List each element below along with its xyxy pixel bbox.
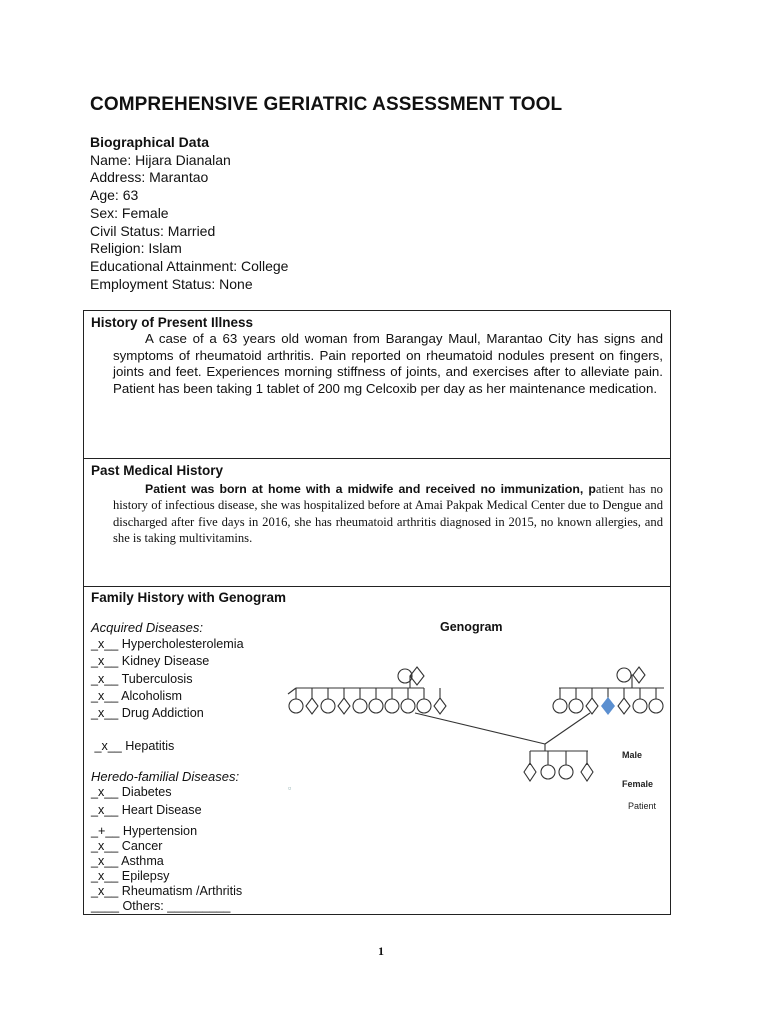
document-title: COMPREHENSIVE GERIATRIC ASSESSMENT TOOL [90, 94, 563, 115]
right-sibling-male [569, 699, 583, 713]
family-history-box [83, 586, 671, 915]
bio-education: Educational Attainment: College [90, 257, 289, 274]
pmh-text [113, 481, 663, 547]
bio-civil-status: Civil Status: Married [90, 222, 216, 239]
right-father-symbol [617, 668, 631, 682]
pmh-title: Past Medical History [91, 463, 224, 478]
history-present-illness-box [83, 310, 671, 459]
page-number: 1 [378, 944, 384, 958]
right-sibling-male [649, 699, 663, 713]
acquired-heading: Acquired Diseases: [91, 620, 203, 635]
acquired-item-tuberculosis: _x__ Tuberculosis [91, 672, 193, 686]
acquired-item-kidney-disease: _x__ Kidney Disease [91, 654, 210, 668]
legend-male-label: Male [622, 750, 643, 760]
patient-symbol [601, 697, 615, 715]
left-sibling-male [289, 699, 303, 713]
biographical-data [90, 134, 288, 293]
family-title: Family History with Genogram [91, 590, 287, 605]
heredo-item-epilepsy: _x__ Epilepsy [91, 869, 170, 883]
heredo-item-asthma: _x__ Asthma [91, 854, 164, 868]
heredo-item-heart-disease: _x__ Heart Disease [91, 803, 202, 817]
genogram-legend [604, 737, 724, 817]
left-sibling-female [434, 698, 446, 714]
left-sibling-male [321, 699, 335, 713]
legend-patient-label: Patient [628, 801, 657, 811]
marriage-line [415, 713, 545, 744]
right-sibling-male [553, 699, 567, 713]
bio-sex: Sex: Female [90, 204, 169, 221]
bio-heading: Biographical Data [90, 134, 210, 150]
left-sibling-male [385, 699, 399, 713]
acquired-item-alcoholism: _x__ Alcoholism [91, 689, 183, 703]
bio-age: Age: 63 [90, 187, 139, 204]
child-male [541, 765, 555, 779]
hpi-text: A case of a 63 years old woman from Barangay Maul, Marantao City has signs and symptoms of rheumatoid arthritis. Pain reported on rheumatoid nodules present on fingers, joints and feet. Experiences morning stiffness of joints, and exercises after to alleviate pain. Patient has been taking 1 tablet of 200 mg Celcoxib per day as her maintenance medication. [113, 331, 663, 396]
pmh-body: atient has no history of infectious disease, she was hospitalized before at Amai Pakpak Medical Center due to Dengue and discharged after five days in 2016, she has rheumatoid arthritis diagnosed in 2015, no known allergies, and she is taking multivitamins. [113, 482, 663, 546]
left-sibling-male [417, 699, 431, 713]
bio-employment: Employment Status: None [90, 275, 253, 292]
left-sibling-male [353, 699, 367, 713]
bio-religion: Religion: Islam [90, 240, 182, 257]
acquired-item-drug-addiction: _x__ Drug Addiction [91, 706, 204, 720]
heredo-item-cancer: _x__ Cancer [91, 839, 163, 853]
bio-address: Address: Marantao [90, 169, 209, 186]
legend-female-label: Female [622, 779, 654, 789]
left-sibling-male [369, 699, 383, 713]
child-male [559, 765, 573, 779]
bio-name: Name: Hijara Dianalan [90, 151, 231, 168]
heredo-item-diabetes: _x__ Diabetes [91, 785, 172, 799]
child-female [524, 763, 536, 781]
heredo-item-others: ____ Others: _________ [91, 899, 231, 913]
left-sibling-female [306, 698, 318, 714]
acquired-item-hepatitis: _x__ Hepatitis [91, 739, 175, 753]
right-sibling-female [586, 698, 598, 714]
heredo-item-hypertension: _+__ Hypertension [91, 824, 198, 838]
left-sibling-female [338, 698, 350, 714]
genogram-title: Genogram [440, 620, 503, 634]
placeholder-image-icon: ▫ [288, 783, 292, 793]
left-sibling-male [401, 699, 415, 713]
heredo-item-rheumatism: _x__ Rheumatism /Arthritis [91, 884, 243, 898]
past-medical-history-box [83, 458, 671, 587]
heredo-heading: Heredo-familial Diseases: [91, 769, 240, 784]
right-sibling-female [618, 698, 630, 714]
acquired-item-hypercholesterolemia: _x__ Hypercholesterolemia [91, 637, 244, 651]
right-sibling-male [633, 699, 647, 713]
child-female [581, 763, 593, 781]
right-mother-symbol [633, 667, 645, 683]
pmh-lead: Patient was born at home with a midwife and received no immunization, p [145, 482, 596, 496]
hpi-title: History of Present Illness [91, 315, 254, 330]
